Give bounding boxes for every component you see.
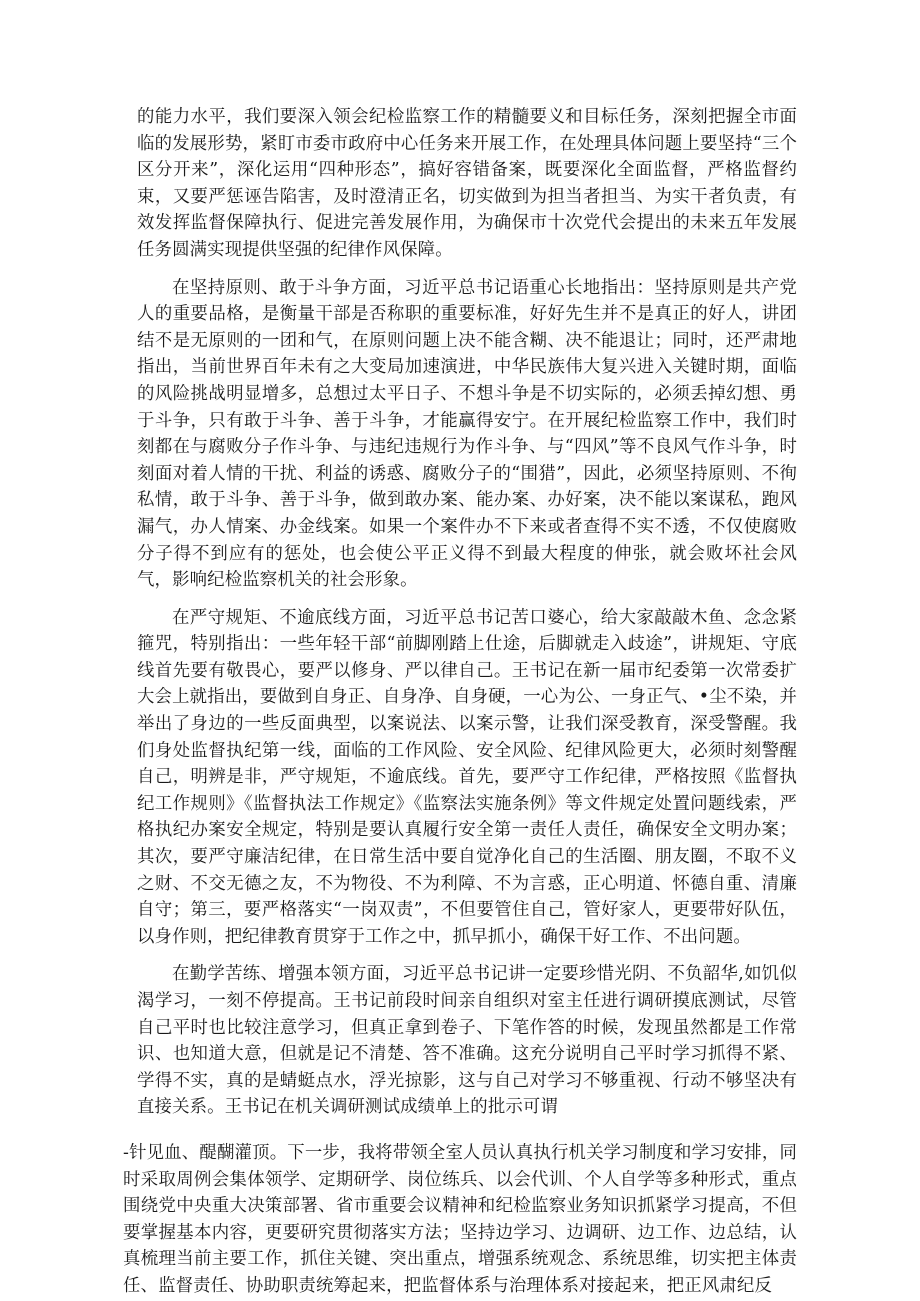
paragraph-3: 在严守规矩、不逾底线方面，习近平总书记苦口婆心，给大家敲敲木鱼、念念紧箍咒，特别指出：一些年轻干部“前脚刚踏上仕途，后脚就走入歧途”，讲规矩、守底线首先要有敬畏心，要严以修身、严以律自己。王书记在新一届市纪委第一次常委扩大会上就指出，要做到自身正、自身净、自身硬，一心为公、一身正气、•尘不染，并举出了身边的一些反面典型，以案说法、以案示警，让我们深受教育，深受警醒。我们身处监督执纪第一线，面临的工作风险、安全风险、纪律风险更大，必须时刻警醒自己，明辨是非，严守规矩，不逾底线。首先，要严守工作纪律，严格按照《监督执纪工作规则》《监督执法工作规定》《监察法实施条例》等文件规定处置问题线索，严格执纪办案安全规定，特别是要认真履行安全第一责任人责任，确保安全文明办案；其次，要严守廉洁纪律，在日常生活中要自觉净化自己的生活圈、朋友圈，不取不义之财、不交无德之友，不为物役、不为利障、不为言惑，正心明道、怀德自重、清廉自守；第三，要严格落实“一岗双责”，不但要管住自己，管好家人，更要带好队伍，以身作则，把纪律教育贯穿于工作之中，抓早抓小，确保干好工作、不出问题。 xyxy=(137,607,797,947)
paragraph-4: 在勤学苦练、增强本领方面，习近平总书记讲一定要珍惜光阴、不负韶华,如饥似渴学习，一刻不停提高。王书记前段时间亲自组织对室主任进行调研摸底测试，尽管自己平时也比较注意学习，但真正拿到卷子、下笔作答的时候，发现虽然都是工作常识、也知道大意，但就是记不清楚、答不准确。这充分说明自己平时学习抓得不紧、学得不实，真的是蜻蜓点水，浮光掠影，这与自己对学习不够重视、行动不够坚决有直接关系。王书记在机关调研测试成绩单上的批示可谓 xyxy=(137,964,797,1118)
paragraph-1: 的能力水平，我们要深入领会纪检监察工作的精髓要义和目标任务，深刻把握全市面临的发展形势，紧盯市委市政府中心任务来开展工作，在处理具体问题上要坚持“三个区分开来”，深化运用“四种形态”，搞好容错备案，既要深化全面监督，严格监督约束，又要严惩诬告陷害，及时澄清正名，切实做到为担当者担当、为实干者负责，有效发挥监督保障执行、促进完善发展作用，为确保市十次党代会提出的未来五年发展任务圆满实现提供坚强的纪律作风保障。 xyxy=(137,107,797,260)
paragraph-2: 在坚持原则、敢于斗争方面，习近平总书记语重心长地指出：坚持原则是共产党人的重要品格，是衡量干部是否称职的重要标准，好好先生并不是真正的好人，讲团结不是无原则的一团和气，在原则问题上决不能含糊、决不能退让；同时，还严肃地指出，当前世界百年未有之大变局加速演进，中华民族伟大复兴进入关键时期，面临的风险挑战明显增多，总想过太平日子、不想斗争是不切实际的，必须丢掉幻想、勇于斗争，只有敢于斗争、善于斗争，才能赢得安宁。在开展纪检监察工作中，我们时刻都在与腐败分子作斗争、与违纪违规行为作斗争、与“四风”等不良风气作斗争，时刻面对着人情的干扰、利益的诱惑、腐败分子的“围猎”，因此，必须坚持原则、不徇私情，敢于斗争、善于斗争，做到敢办案、能办案、办好案，决不能以案谋私，跑风漏气，办人情案、办金线案。如果一个案件办不下来或者查得不实不透，不仅使腐败分子得不到应有的惩处，也会使公平正义得不到最大程度的伸张，就会败坏社会风气，影响纪检监察机关的社会形象。 xyxy=(137,277,797,591)
paragraph-5: -针见血、醍醐灌顶。下一步，我将带领全室人员认真执行机关学习制度和学习安排，同时采取周例会集体领学、定期研学、岗位练兵、以会代训、个人自学等多种形式，重点围绕党中央重大决策部署、省市重要会议精神和纪检监察业务知识抓紧学习提高，不但要掌握基本内容，更要研究贯彻落实方法；坚持边学习、边调研、边工作、边总结，认真梳理当前主要工作，抓住关键、突出重点，增强系统观念、系统思维，切实把主体责任、监督责任、协助职责统筹起来，把监督体系与治理体系对接起来，把正风肃纪反 xyxy=(123,1142,797,1296)
document-page xyxy=(123,104,797,1300)
